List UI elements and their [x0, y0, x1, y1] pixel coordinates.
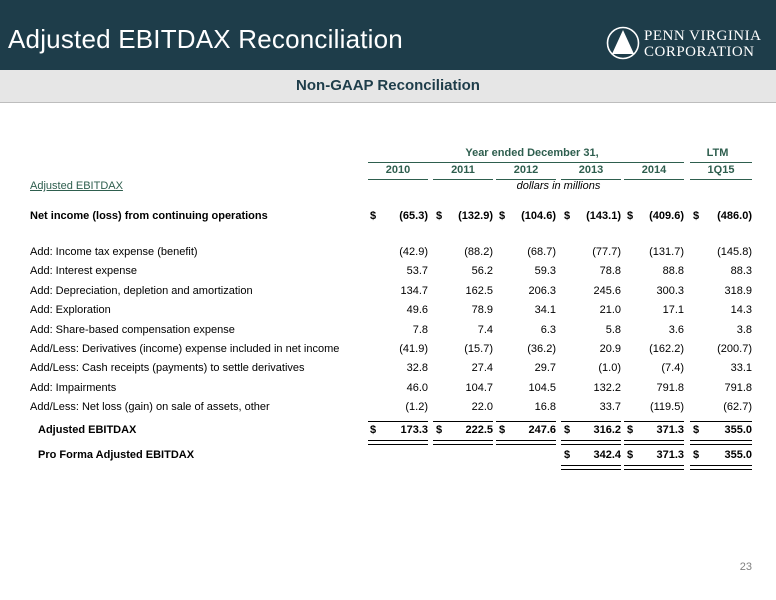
currency-symbol: $: [499, 424, 506, 436]
total-double-underline: [496, 440, 556, 445]
value-cell: 88.3: [730, 265, 752, 278]
units-note: dollars in millions: [516, 180, 601, 192]
row-label: Net income (loss) from continuing operations: [30, 210, 268, 222]
currency-symbol: $: [627, 210, 634, 222]
ltm-header: LTM: [706, 147, 729, 159]
value-cell: 32.8: [406, 362, 428, 375]
value-cell: 300.3: [656, 284, 684, 297]
subtotal-underline: [433, 421, 493, 422]
value-cell: 34.1: [534, 304, 556, 317]
logo-text-line-2: CORPORATION: [644, 44, 755, 60]
currency-symbol: $: [627, 449, 634, 461]
currency-symbol: $: [499, 210, 506, 222]
value-cell: 78.8: [599, 265, 621, 278]
value-cell: 3.6: [668, 323, 684, 336]
value-cell: 173.3: [400, 424, 428, 436]
value-cell: 342.4: [593, 449, 621, 461]
value-cell: 14.3: [730, 304, 752, 317]
value-cell: 46.0: [406, 381, 428, 394]
value-cell: (77.7): [592, 246, 621, 258]
column-header: 2010: [385, 164, 411, 176]
value-cell: 29.7: [534, 362, 556, 375]
section-label: Adjusted EBITDAX: [30, 180, 123, 192]
slide-subtitle: Non-GAAP Reconciliation: [296, 77, 480, 94]
section-label-row: [30, 180, 760, 196]
value-cell: (486.0): [717, 210, 752, 222]
currency-symbol: $: [693, 424, 700, 436]
row-label: Add: Impairments: [30, 381, 117, 394]
row-label: Pro Forma Adjusted EBITDAX: [38, 449, 195, 461]
value-cell: (162.2): [649, 343, 684, 355]
value-cell: (41.9): [399, 343, 428, 355]
row-label: Add/Less: Net loss (gain) on sale of assets, other: [30, 401, 270, 414]
table-row: [30, 246, 760, 262]
subtitle-bar: [0, 70, 776, 103]
value-cell: (143.1): [586, 210, 621, 222]
value-cell: 3.8: [736, 323, 752, 336]
subtotal-underline: [624, 421, 684, 422]
value-cell: (65.3): [399, 210, 428, 222]
value-cell: (1.2): [405, 401, 428, 414]
value-cell: 247.6: [528, 424, 556, 436]
table-row: [30, 362, 760, 378]
value-cell: 206.3: [528, 284, 556, 297]
value-cell: 791.8: [656, 381, 684, 394]
value-cell: (409.6): [649, 210, 684, 222]
table-row-pro-forma: [30, 449, 760, 465]
value-cell: 245.6: [593, 284, 621, 297]
value-cell: (145.8): [717, 246, 752, 258]
total-double-underline: [624, 465, 684, 470]
value-cell: 355.0: [724, 449, 752, 461]
value-cell: (15.7): [464, 343, 493, 355]
value-cell: 791.8: [724, 381, 752, 394]
currency-symbol: $: [564, 424, 571, 436]
value-cell: 7.8: [412, 323, 428, 336]
table-row: [30, 343, 760, 359]
value-cell: 7.4: [477, 323, 493, 336]
table-row: [30, 265, 760, 281]
row-label: Add: Interest expense: [30, 265, 138, 278]
currency-symbol: $: [564, 210, 571, 222]
value-cell: 21.0: [599, 304, 621, 317]
year-ended-header: Year ended December 31,: [465, 147, 599, 159]
ltm-header-underline: [690, 162, 752, 163]
currency-symbol: $: [693, 449, 700, 461]
company-logo: [606, 26, 766, 62]
value-cell: (42.9): [399, 246, 428, 258]
value-cell: 53.7: [406, 265, 428, 278]
currency-symbol: $: [436, 210, 443, 222]
total-double-underline: [433, 440, 493, 445]
value-cell: 88.8: [662, 265, 684, 278]
value-cell: (200.7): [717, 343, 752, 355]
column-header: 1Q15: [707, 164, 735, 176]
value-cell: 16.8: [534, 401, 556, 414]
total-double-underline: [561, 440, 621, 445]
value-cell: 27.4: [471, 362, 493, 375]
value-cell: (132.9): [458, 210, 493, 222]
currency-symbol: $: [564, 449, 571, 461]
column-header: 2012: [513, 164, 539, 176]
value-cell: 49.6: [406, 304, 428, 317]
column-header-row: [30, 164, 760, 180]
value-cell: 132.2: [593, 381, 621, 394]
currency-symbol: $: [693, 210, 700, 222]
value-cell: 104.5: [528, 381, 556, 394]
value-cell: 318.9: [724, 284, 752, 297]
table-row: [30, 401, 760, 417]
page-number: 23: [739, 561, 752, 573]
subtotal-underline: [496, 421, 556, 422]
value-cell: (88.2): [464, 246, 493, 258]
value-cell: 78.9: [471, 304, 493, 317]
value-cell: (68.7): [527, 246, 556, 258]
value-cell: 5.8: [605, 323, 621, 336]
value-cell: (104.6): [521, 210, 556, 222]
currency-symbol: $: [370, 210, 377, 222]
column-header: 2011: [451, 164, 475, 176]
group-header-underline: [368, 162, 684, 163]
row-label: Add: Depreciation, depletion and amortization: [30, 284, 253, 297]
row-label: Add: Income tax expense (benefit): [30, 246, 198, 258]
logo-emblem-icon: [606, 26, 640, 60]
group-header-row: [30, 147, 760, 163]
column-header: 2014: [641, 164, 667, 176]
value-cell: 104.7: [465, 381, 493, 394]
row-label: Add/Less: Derivatives (income) expense included in net income: [30, 343, 340, 355]
total-double-underline: [368, 440, 428, 445]
value-cell: 22.0: [471, 401, 493, 414]
value-cell: 371.3: [656, 449, 684, 461]
table-row: [30, 304, 760, 320]
value-cell: 17.1: [662, 304, 684, 317]
table-row: [30, 382, 760, 398]
value-cell: 59.3: [534, 265, 556, 278]
subtotal-underline: [368, 421, 428, 422]
total-double-underline: [561, 465, 621, 470]
value-cell: 20.9: [599, 343, 621, 355]
table-row: [30, 285, 760, 301]
value-cell: (131.7): [649, 246, 684, 258]
value-cell: 33.7: [599, 401, 621, 414]
currency-symbol: $: [627, 424, 634, 436]
total-double-underline: [624, 440, 684, 445]
value-cell: 355.0: [724, 424, 752, 436]
value-cell: 6.3: [540, 323, 556, 336]
slide-title: Adjusted EBITDAX Reconciliation: [8, 24, 403, 54]
total-double-underline: [690, 465, 752, 470]
table-row: [30, 324, 760, 340]
row-label: Add: Share-based compensation expense: [30, 323, 235, 336]
row-label: Add: Exploration: [30, 304, 111, 317]
value-cell: (1.0): [598, 362, 621, 375]
value-cell: (7.4): [661, 362, 684, 375]
value-cell: 56.2: [471, 265, 493, 278]
total-double-underline: [690, 440, 752, 445]
subtotal-underline: [561, 421, 621, 422]
row-label: Adjusted EBITDAX: [38, 424, 137, 436]
logo-text-line-1: PENN VIRGINIA: [644, 28, 762, 44]
currency-symbol: $: [370, 424, 377, 436]
value-cell: 33.1: [730, 362, 752, 375]
table-row-net-income: [30, 210, 760, 226]
value-cell: 222.5: [465, 424, 493, 436]
subtotal-underline: [690, 421, 752, 422]
value-cell: 134.7: [400, 284, 428, 297]
row-label: Add/Less: Cash receipts (payments) to settle derivatives: [30, 362, 305, 375]
value-cell: 162.5: [465, 284, 493, 297]
column-header: 2013: [578, 164, 604, 176]
value-cell: (36.2): [527, 343, 556, 355]
table-row-adjusted-ebitdax: [30, 424, 760, 440]
title-bar: [0, 0, 776, 70]
currency-symbol: $: [436, 424, 443, 436]
value-cell: (119.5): [649, 401, 684, 414]
value-cell: 316.2: [593, 424, 621, 436]
value-cell: (62.7): [723, 401, 752, 414]
value-cell: 371.3: [656, 424, 684, 436]
